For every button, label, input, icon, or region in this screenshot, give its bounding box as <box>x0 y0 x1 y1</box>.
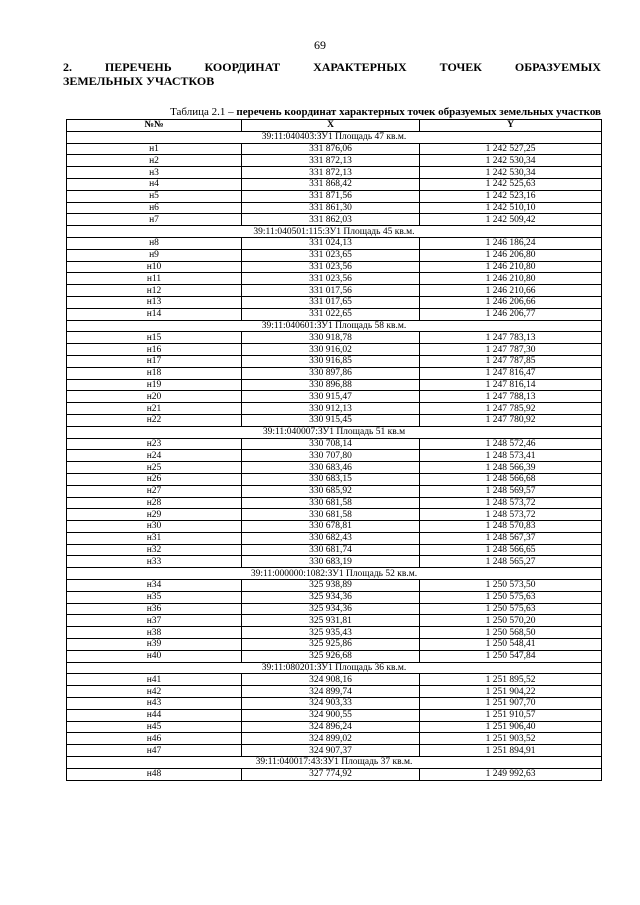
x-coordinate-cell: 330 708,14 <box>242 438 420 450</box>
x-coordinate-cell: 331 876,06 <box>242 143 420 155</box>
parcel-title: 39:11:040017:43:ЗУ1 Площадь 37 кв.м. <box>67 757 602 769</box>
x-coordinate-cell: 331 022,65 <box>242 308 420 320</box>
section-heading <box>63 60 601 88</box>
table-row <box>67 509 602 521</box>
y-coordinate-cell: 1 247 787,30 <box>420 344 602 356</box>
x-coordinate-cell: 324 900,55 <box>242 709 420 721</box>
table-row <box>67 403 602 415</box>
y-coordinate-cell: 1 248 566,68 <box>420 473 602 485</box>
y-coordinate-cell: 1 250 547,84 <box>420 650 602 662</box>
y-coordinate-cell: 1 248 566,65 <box>420 544 602 556</box>
table-row <box>67 296 602 308</box>
table-row <box>67 485 602 497</box>
table-caption <box>63 106 601 118</box>
parcel-title: 39:11:040601:ЗУ1 Площадь 58 кв.м. <box>67 320 602 332</box>
x-coordinate-cell: 330 682,43 <box>242 532 420 544</box>
point-number-cell: н34 <box>67 580 242 592</box>
table-row <box>67 249 602 261</box>
x-coordinate-cell: 331 871,56 <box>242 190 420 202</box>
point-number-cell: н12 <box>67 285 242 297</box>
point-number-cell: н43 <box>67 698 242 710</box>
point-number-cell: н13 <box>67 296 242 308</box>
x-coordinate-cell: 331 023,56 <box>242 273 420 285</box>
y-coordinate-cell: 1 246 206,66 <box>420 296 602 308</box>
y-coordinate-cell: 1 248 572,46 <box>420 438 602 450</box>
y-coordinate-cell: 1 251 907,70 <box>420 698 602 710</box>
x-coordinate-cell: 325 926,68 <box>242 650 420 662</box>
point-number-cell: н42 <box>67 686 242 698</box>
x-coordinate-cell: 330 916,85 <box>242 355 420 367</box>
heading-word: 2. <box>63 60 72 74</box>
point-number-cell: н23 <box>67 438 242 450</box>
section-heading-line2: ЗЕМЕЛЬНЫХ УЧАСТКОВ <box>63 74 215 88</box>
y-coordinate-cell: 1 251 903,52 <box>420 733 602 745</box>
table-row <box>67 190 602 202</box>
parcel-group-row <box>67 226 602 238</box>
x-coordinate-cell: 331 023,56 <box>242 261 420 273</box>
table-row <box>67 721 602 733</box>
point-number-cell: н25 <box>67 462 242 474</box>
y-coordinate-cell: 1 246 186,24 <box>420 237 602 249</box>
parcel-group-row <box>67 426 602 438</box>
x-coordinate-cell: 331 872,13 <box>242 167 420 179</box>
x-coordinate-cell: 330 897,86 <box>242 367 420 379</box>
point-number-cell: н30 <box>67 521 242 533</box>
table-row <box>67 167 602 179</box>
y-coordinate-cell: 1 251 904,22 <box>420 686 602 698</box>
x-coordinate-cell: 330 681,58 <box>242 497 420 509</box>
table-row <box>67 155 602 167</box>
table-row <box>67 556 602 568</box>
x-coordinate-cell: 324 908,16 <box>242 674 420 686</box>
table-row <box>67 532 602 544</box>
x-coordinate-cell: 327 774,92 <box>242 768 420 780</box>
x-coordinate-cell: 331 861,30 <box>242 202 420 214</box>
y-coordinate-cell: 1 247 816,14 <box>420 379 602 391</box>
y-coordinate-cell: 1 250 570,20 <box>420 615 602 627</box>
y-coordinate-cell: 1 242 523,16 <box>420 190 602 202</box>
table-row <box>67 627 602 639</box>
parcel-group-row <box>67 568 602 580</box>
x-coordinate-cell: 330 915,45 <box>242 414 420 426</box>
x-coordinate-cell: 330 918,78 <box>242 332 420 344</box>
table-row <box>67 450 602 462</box>
table-caption-title: перечень координат характерных точек образуемых земельных участков <box>236 106 601 118</box>
y-coordinate-cell: 1 242 525,63 <box>420 178 602 190</box>
y-coordinate-cell: 1 247 783,13 <box>420 332 602 344</box>
table-row <box>67 285 602 297</box>
x-coordinate-cell: 324 896,24 <box>242 721 420 733</box>
y-coordinate-cell: 1 242 530,34 <box>420 167 602 179</box>
y-coordinate-cell: 1 248 566,39 <box>420 462 602 474</box>
y-coordinate-cell: 1 247 816,47 <box>420 367 602 379</box>
table-row <box>67 391 602 403</box>
table-row <box>67 544 602 556</box>
x-coordinate-cell: 330 683,19 <box>242 556 420 568</box>
point-number-cell: н17 <box>67 355 242 367</box>
parcel-title: 39:11:000000:1082:ЗУ1 Площадь 52 кв.м. <box>67 568 602 580</box>
point-number-cell: н33 <box>67 556 242 568</box>
x-coordinate-cell: 325 938,89 <box>242 580 420 592</box>
point-number-cell: н21 <box>67 403 242 415</box>
point-number-cell: н20 <box>67 391 242 403</box>
point-number-cell: н40 <box>67 650 242 662</box>
table-row <box>67 686 602 698</box>
point-number-cell: н41 <box>67 674 242 686</box>
point-number-cell: н46 <box>67 733 242 745</box>
parcel-group-row <box>67 662 602 674</box>
table-row <box>67 261 602 273</box>
parcel-title: 39:11:040501:115:ЗУ1 Площадь 45 кв.м. <box>67 226 602 238</box>
x-coordinate-cell: 325 925,86 <box>242 639 420 651</box>
page-number: 69 <box>314 38 326 52</box>
point-number-cell: н27 <box>67 485 242 497</box>
x-coordinate-cell: 325 935,43 <box>242 627 420 639</box>
parcel-title: 39:11:040403:ЗУ1 Площадь 47 кв.м. <box>67 131 602 143</box>
heading-word: КООРДИНАТ <box>204 60 281 74</box>
table-row <box>67 379 602 391</box>
table-row <box>67 698 602 710</box>
table-row <box>67 237 602 249</box>
point-number-cell: н1 <box>67 143 242 155</box>
parcel-group-row <box>67 320 602 332</box>
x-coordinate-cell: 331 023,65 <box>242 249 420 261</box>
coordinates-table <box>66 119 602 781</box>
column-header-x: X <box>242 120 420 132</box>
y-coordinate-cell: 1 247 787,85 <box>420 355 602 367</box>
y-coordinate-cell: 1 247 780,92 <box>420 414 602 426</box>
point-number-cell: н38 <box>67 627 242 639</box>
y-coordinate-cell: 1 248 573,72 <box>420 509 602 521</box>
point-number-cell: н37 <box>67 615 242 627</box>
x-coordinate-cell: 330 916,02 <box>242 344 420 356</box>
point-number-cell: н10 <box>67 261 242 273</box>
table-row <box>67 367 602 379</box>
table-row <box>67 733 602 745</box>
column-header-number: №№ <box>67 120 242 132</box>
y-coordinate-cell: 1 250 573,50 <box>420 580 602 592</box>
y-coordinate-cell: 1 250 575,63 <box>420 591 602 603</box>
table-row <box>67 214 602 226</box>
table-row <box>67 674 602 686</box>
table-row <box>67 332 602 344</box>
table-row <box>67 143 602 155</box>
table-row <box>67 745 602 757</box>
y-coordinate-cell: 1 250 568,50 <box>420 627 602 639</box>
table-caption-prefix: Таблица 2.1 – <box>170 106 237 118</box>
table-header-row <box>67 120 602 132</box>
point-number-cell: н6 <box>67 202 242 214</box>
point-number-cell: н5 <box>67 190 242 202</box>
table-row <box>67 178 602 190</box>
y-coordinate-cell: 1 242 530,34 <box>420 155 602 167</box>
y-coordinate-cell: 1 246 210,80 <box>420 273 602 285</box>
y-coordinate-cell: 1 248 567,37 <box>420 532 602 544</box>
table-row <box>67 438 602 450</box>
table-row <box>67 580 602 592</box>
y-coordinate-cell: 1 242 527,25 <box>420 143 602 155</box>
point-number-cell: н45 <box>67 721 242 733</box>
point-number-cell: н36 <box>67 603 242 615</box>
point-number-cell: н28 <box>67 497 242 509</box>
point-number-cell: н18 <box>67 367 242 379</box>
table-row <box>67 603 602 615</box>
point-number-cell: н3 <box>67 167 242 179</box>
point-number-cell: н39 <box>67 639 242 651</box>
heading-word: ТОЧЕК <box>439 60 482 74</box>
point-number-cell: н47 <box>67 745 242 757</box>
x-coordinate-cell: 324 899,74 <box>242 686 420 698</box>
parcel-group-row <box>67 757 602 769</box>
point-number-cell: н22 <box>67 414 242 426</box>
column-header-y: Y <box>420 120 602 132</box>
x-coordinate-cell: 330 915,47 <box>242 391 420 403</box>
point-number-cell: н48 <box>67 768 242 780</box>
x-coordinate-cell: 331 862,03 <box>242 214 420 226</box>
table-row <box>67 497 602 509</box>
x-coordinate-cell: 330 681,74 <box>242 544 420 556</box>
parcel-group-row <box>67 131 602 143</box>
table-row <box>67 615 602 627</box>
x-coordinate-cell: 330 685,92 <box>242 485 420 497</box>
point-number-cell: н15 <box>67 332 242 344</box>
x-coordinate-cell: 330 707,80 <box>242 450 420 462</box>
point-number-cell: н24 <box>67 450 242 462</box>
table-row <box>67 768 602 780</box>
y-coordinate-cell: 1 246 210,80 <box>420 261 602 273</box>
y-coordinate-cell: 1 251 895,52 <box>420 674 602 686</box>
y-coordinate-cell: 1 248 569,57 <box>420 485 602 497</box>
point-number-cell: н29 <box>67 509 242 521</box>
table-row <box>67 639 602 651</box>
point-number-cell: н31 <box>67 532 242 544</box>
y-coordinate-cell: 1 246 206,77 <box>420 308 602 320</box>
x-coordinate-cell: 324 903,33 <box>242 698 420 710</box>
x-coordinate-cell: 330 678,81 <box>242 521 420 533</box>
table-row <box>67 273 602 285</box>
x-coordinate-cell: 331 024,13 <box>242 237 420 249</box>
x-coordinate-cell: 331 017,56 <box>242 285 420 297</box>
x-coordinate-cell: 330 912,13 <box>242 403 420 415</box>
y-coordinate-cell: 1 248 565,27 <box>420 556 602 568</box>
parcel-title: 39:11:040007:ЗУ1 Площадь 51 кв.м <box>67 426 602 438</box>
point-number-cell: н32 <box>67 544 242 556</box>
heading-word: ХАРАКТЕРНЫХ <box>313 60 407 74</box>
x-coordinate-cell: 331 868,42 <box>242 178 420 190</box>
x-coordinate-cell: 330 683,15 <box>242 473 420 485</box>
x-coordinate-cell: 330 681,58 <box>242 509 420 521</box>
table-row <box>67 202 602 214</box>
x-coordinate-cell: 330 896,88 <box>242 379 420 391</box>
table-row <box>67 414 602 426</box>
x-coordinate-cell: 324 907,37 <box>242 745 420 757</box>
y-coordinate-cell: 1 251 910,57 <box>420 709 602 721</box>
x-coordinate-cell: 331 017,65 <box>242 296 420 308</box>
point-number-cell: н9 <box>67 249 242 261</box>
y-coordinate-cell: 1 251 894,91 <box>420 745 602 757</box>
y-coordinate-cell: 1 246 206,80 <box>420 249 602 261</box>
y-coordinate-cell: 1 242 510,10 <box>420 202 602 214</box>
point-number-cell: н16 <box>67 344 242 356</box>
y-coordinate-cell: 1 250 575,63 <box>420 603 602 615</box>
heading-word: ПЕРЕЧЕНЬ <box>104 60 172 74</box>
y-coordinate-cell: 1 247 788,13 <box>420 391 602 403</box>
table-row <box>67 709 602 721</box>
x-coordinate-cell: 331 872,13 <box>242 155 420 167</box>
x-coordinate-cell: 325 934,36 <box>242 591 420 603</box>
y-coordinate-cell: 1 242 509,42 <box>420 214 602 226</box>
table-row <box>67 591 602 603</box>
y-coordinate-cell: 1 248 573,41 <box>420 450 602 462</box>
point-number-cell: н35 <box>67 591 242 603</box>
table-row <box>67 355 602 367</box>
table-row <box>67 650 602 662</box>
x-coordinate-cell: 325 934,36 <box>242 603 420 615</box>
x-coordinate-cell: 330 683,46 <box>242 462 420 474</box>
heading-word: ОБРАЗУЕМЫХ <box>514 60 601 74</box>
y-coordinate-cell: 1 247 785,92 <box>420 403 602 415</box>
table-row <box>67 344 602 356</box>
table-row <box>67 308 602 320</box>
y-coordinate-cell: 1 246 210,66 <box>420 285 602 297</box>
table-row <box>67 462 602 474</box>
table-row <box>67 521 602 533</box>
point-number-cell: н7 <box>67 214 242 226</box>
table-row <box>67 473 602 485</box>
parcel-title: 39:11:080201:ЗУ1 Площадь 36 кв.м. <box>67 662 602 674</box>
x-coordinate-cell: 324 899,02 <box>242 733 420 745</box>
y-coordinate-cell: 1 249 992,63 <box>420 768 602 780</box>
point-number-cell: н4 <box>67 178 242 190</box>
section-heading-line1 <box>63 60 601 74</box>
x-coordinate-cell: 325 931,81 <box>242 615 420 627</box>
point-number-cell: н26 <box>67 473 242 485</box>
point-number-cell: н8 <box>67 237 242 249</box>
y-coordinate-cell: 1 250 548,41 <box>420 639 602 651</box>
y-coordinate-cell: 1 248 573,72 <box>420 497 602 509</box>
y-coordinate-cell: 1 248 570,83 <box>420 521 602 533</box>
point-number-cell: н11 <box>67 273 242 285</box>
point-number-cell: н19 <box>67 379 242 391</box>
y-coordinate-cell: 1 251 906,40 <box>420 721 602 733</box>
table-body <box>67 131 602 780</box>
point-number-cell: н14 <box>67 308 242 320</box>
point-number-cell: н44 <box>67 709 242 721</box>
point-number-cell: н2 <box>67 155 242 167</box>
